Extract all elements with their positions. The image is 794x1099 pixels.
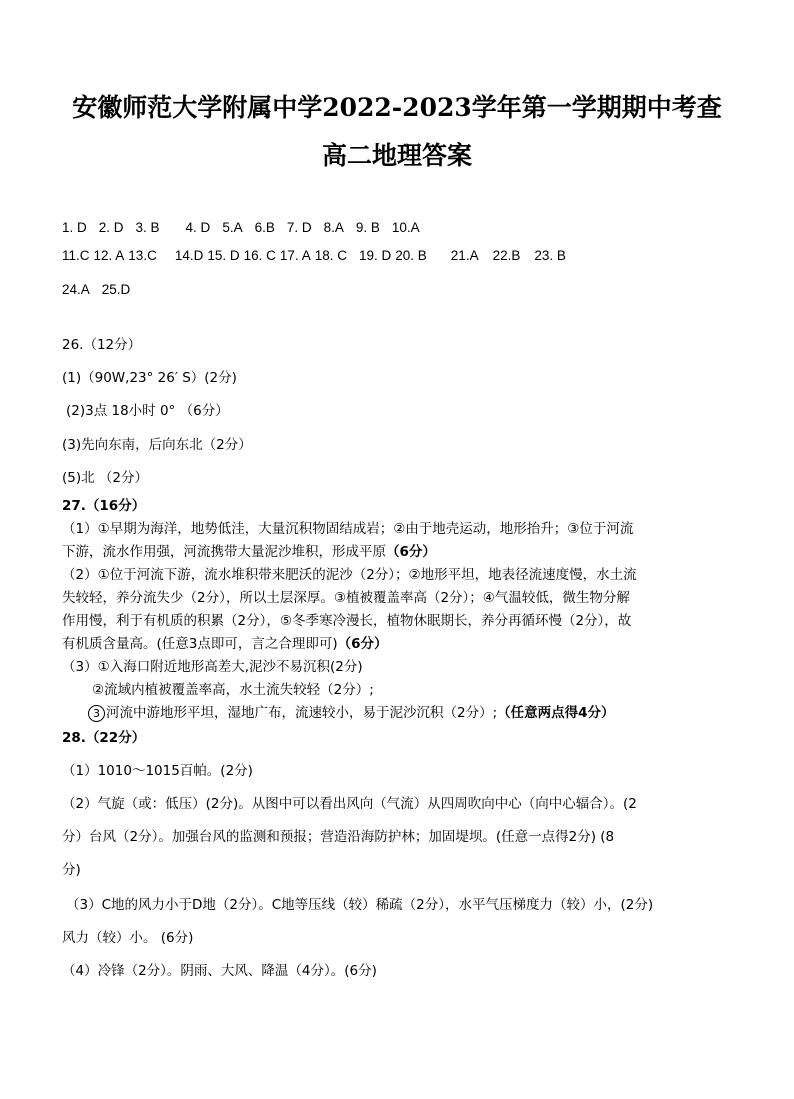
circled-number: 3 — [88, 705, 105, 722]
answer-item: 8.A — [323, 220, 344, 235]
q27-part-2-line-4: 有机质含量高。(任意3点即可，言之合理即可)（6分） — [62, 636, 388, 652]
q27-part-2-line-1: （2）①位于河流下游，流水堆积带来肥沃的泥沙（2分）；②地形平坦，地表径流速度慢，水土流 — [62, 567, 637, 583]
answer-item: 24.A — [62, 282, 90, 297]
q27-part-2-points: （6分） — [337, 636, 388, 652]
answer-item: 7. D — [286, 220, 312, 235]
q28-part-2-line-2: 分）台风（2分）。加强台风的监测和预报；营造沿海防护林；加固堤坝。(任意一点得2分) (8 — [62, 829, 615, 845]
answer-item: 6.B — [254, 220, 275, 235]
q27-part-1-line-2: 下游，流水作用强，河流携带大量泥沙堆积，形成平原（6分） — [62, 544, 436, 560]
q26-part-2: (2)3点 18小时 0° （6分） — [66, 403, 229, 419]
answer-item: 4. D — [185, 220, 211, 235]
answer-item: 2. D — [98, 220, 124, 235]
answer-item: 21.A — [450, 248, 479, 263]
answer-item: 3. B — [135, 220, 160, 235]
q28-heading: 28.（22分） — [62, 730, 146, 746]
document-subtitle: 高二地理答案 — [321, 141, 472, 170]
answers-row-2 — [62, 247, 578, 265]
answer-item: 16. C — [243, 248, 276, 263]
answer-item: 12. A — [93, 248, 125, 263]
q28-part-3-line-2: 风力（较）小。 (6分) — [62, 930, 194, 946]
q26-heading: 26.（12分） — [62, 337, 142, 353]
q27-part-1-points: （6分） — [386, 544, 436, 560]
answer-item: 15. D — [207, 248, 240, 263]
answer-item: 19. D — [358, 248, 392, 263]
answer-item: 9. B — [355, 220, 380, 235]
answer-item: 17. A — [279, 248, 311, 263]
q28-part-4: （4）冷锋（2分）。阴雨、大风、降温（4分）。(6分) — [62, 963, 377, 979]
answer-item: 10.A — [391, 220, 420, 235]
answer-item: 1. D — [62, 220, 87, 235]
answer-item: 23. B — [534, 248, 566, 263]
q27-part-3-points: （任意两点得4分） — [497, 705, 615, 721]
q28-part-2-line-3: 分) — [62, 862, 81, 878]
answer-item: 20. B — [395, 248, 427, 263]
q28-part-3-line-1: （3）C地的风力小于D地（2分）。C地等压线（较）稀疏（2分），水平气压梯度力（较）小，(2分) — [66, 897, 654, 913]
document-title: 安徽师范大学附属中学2022-2023学年第一学期期中考查 — [72, 93, 722, 122]
answer-item: 13.C — [128, 248, 157, 263]
q26-part-5: (5)北 （2分） — [62, 470, 149, 486]
q26-part-1: (1)（90W,23° 26′ S）(2分) — [62, 370, 237, 386]
q28-part-2-line-1: （2）气旋（或：低压）(2分)。从图中可以看出风向（气流）从四周吹向中心（向中心辐合）。(2 — [62, 796, 637, 812]
q28-part-1: （1）1010～1015百帕。(2分) — [62, 763, 253, 779]
answer-item: 5.A — [222, 220, 243, 235]
q27-part-3-line-3: 3 河流中游地形平坦，湿地广布，流速较小，易于泥沙沉积（2分）;（任意两点得4分） — [88, 704, 615, 722]
answer-item: 25.D — [101, 282, 131, 297]
answer-item: 14.D — [174, 248, 204, 263]
q27-heading: 27.（16分） — [62, 498, 146, 514]
answer-item: 11.C — [62, 248, 90, 263]
q27-part-3-line-1: （3）①入海口附近地形高差大,泥沙不易沉积(2分) — [62, 659, 363, 675]
q27-part-3-line-2: ②流域内植被覆盖率高，水土流失较轻（2分）; — [92, 682, 374, 698]
answer-item: 22.B — [492, 248, 521, 263]
answers-row-1 — [62, 219, 432, 237]
q26-part-3: (3)先向东南，后向东北（2分） — [62, 437, 252, 453]
answers-row-3 — [62, 281, 142, 299]
q27-part-2-line-3: 作用慢，利于有机质的积累（2分），⑤冬季寒冷漫长，植物休眠期长，养分再循环慢（2分），故 — [62, 613, 632, 629]
q27-part-1-line-1: （1）①早期为海洋，地势低洼，大量沉积物固结成岩；②由于地壳运动，地形抬升；③位于河流 — [62, 521, 634, 537]
q27-part-2-line-2: 失较轻，养分流失少（2分），所以土层深厚。③植被覆盖率高（2分）；④气温较低，微生物分解 — [62, 590, 630, 606]
answer-item: 18. C — [314, 248, 347, 263]
